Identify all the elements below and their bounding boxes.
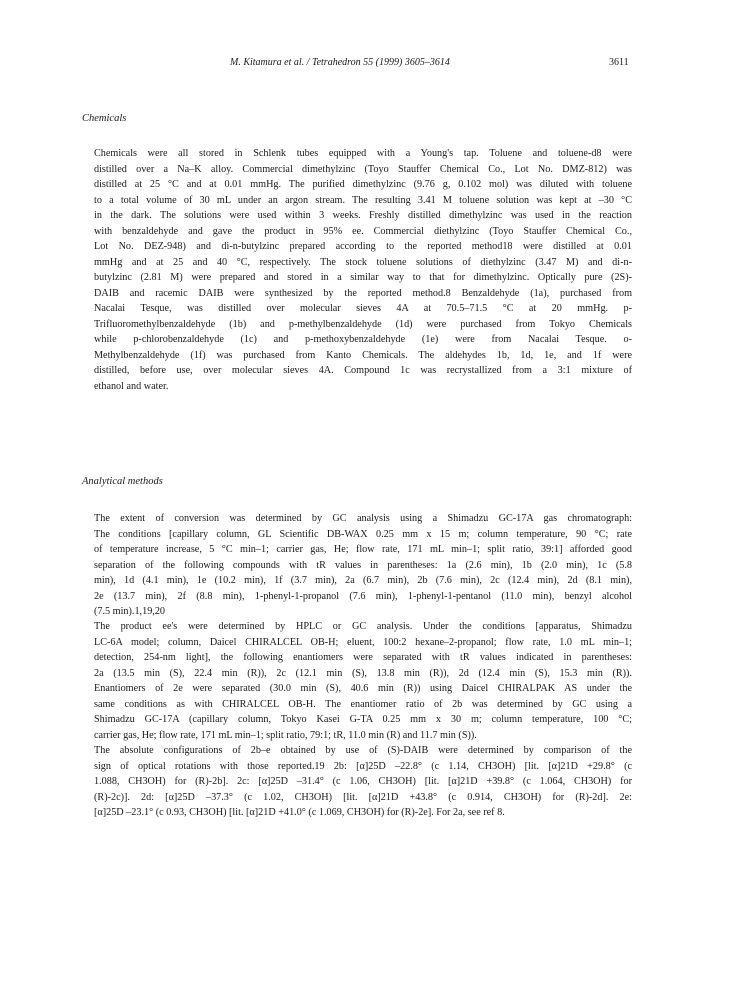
text-line: butylzinc (2.81 M) were prepared and stored in a similar way to that for dimethylzinc. Optically pure (2S)-	[94, 272, 632, 283]
text-line: to a total volume of 30 mL under an argon stream. The resulting 3.41 M toluene solution was kept at –30 °C	[94, 194, 632, 206]
text-line: with benzaldehyde and gave the product in 95% ee. Commercial diethylzinc (Toyo Stauffer Chemical Co.,	[94, 225, 632, 237]
text-line: Chemicals were all stored in Schlenk tubes equipped with a Young's tap. Toluene and toluene-d8 were	[94, 148, 632, 159]
text-line: Shimadzu GC-17A (capillary column, Tokyo Kasei G-TA 0.25 mm x 30 m; column temperature, 100 °C;	[94, 714, 632, 725]
text-line: in the dark. The solutions were used within 3 weeks. Freshly distilled dimethylzinc was used in the reaction	[94, 210, 632, 221]
text-line: The extent of conversion was determined by GC analysis using a Shimadzu GC-17A gas chromatograph:	[94, 513, 632, 524]
paragraph-chemicals	[82, 146, 632, 394]
page-number: 3611	[609, 57, 629, 68]
text-line: of temperature increase, 5 °C min–1; carrier gas, He; flow rate, 171 mL min–1; split ratio, 39:1] afforded good	[94, 544, 632, 555]
text-line: 2e (13.7 min), 2f (8.8 min), 1-phenyl-1-propanol (7.6 min), 1-phenyl-1-pentanol (11.0 min), benzyl alcohol	[94, 590, 632, 602]
text-line: DAIB and racemic DAIB were synthesized by the reported method.8 Benzaldehyde (1a), purchased from	[94, 287, 632, 299]
text-line: distilled at 25 °C and at 0.01 mmHg. The purified dimethylzinc (9.76 g, 0.102 mol) was diluted with toluene	[94, 179, 632, 190]
text-line: while p-chlorobenzaldehyde (1c) and p-methoxybenzaldehyde (1e) were from Nacalai Tesque. o-	[94, 334, 632, 345]
section-heading-analytical-methods: Analytical methods	[82, 476, 163, 487]
text-line: Trifluoromethylbenzaldehyde (1b) and p-methylbenzaldehyde (1d) were purchased from Tokyo Chemicals	[94, 318, 632, 330]
text-line: Methylbenzaldehyde (1f) was purchased from Kanto Chemicals. The aldehydes 1b, 1d, 1e, and 1f were	[94, 349, 632, 361]
text-line: The product ee's were determined by HPLC or GC analysis. Under the conditions [apparatus, Shimadzu	[94, 621, 632, 632]
text-line: (7.5 min).1,19,20	[94, 606, 166, 617]
text-line: min), 1d (4.1 min), 1e (10.2 min), 1f (3.7 min), 2a (6.7 min), 2b (7.6 min), 2c (12.4 min), 2d (8.1 min),	[94, 575, 632, 586]
text-line: detection, 254-nm light], the following enantiomers were separated with tR values indicated in parentheses:	[94, 652, 632, 663]
text-line: 1.088, CH3OH) for (R)-2b]. 2c: [α]25D –31.4° (c 1.06, CH3OH) [lit. [α]21D +39.8° (c 1.064, CH3OH) for	[94, 776, 632, 787]
paragraph-conversion	[82, 511, 632, 620]
text-line: same conditions as with CHIRALCEL OB-H. The enantiomer ratio of 2b was determined by GC using a	[94, 698, 632, 710]
text-line: Nacalai Tesque, was distilled over molecular sieves 4A at 70.5–71.5 °C at 20 mmHg. p-	[94, 303, 632, 314]
text-line: Lot No. DEZ-948) and di-n-butylzinc prepared according to the reported method18 were distilled at 0.01	[94, 241, 632, 252]
text-line: Enantiomers of 2e were separated (30.0 min (S), 40.6 min (R)) using Daicel CHIRALPAK AS under the	[94, 683, 632, 694]
text-line: ethanol and water.	[94, 380, 169, 392]
text-line: sign of optical rotations with those reported.19 2b: [α]25D –22.8° (c 1.14, CH3OH) [lit. [α]21D +29.8° (c	[94, 760, 632, 772]
text-line: (R)-2c)]. 2d: [α]25D –37.3° (c 1.02, CH3OH) [lit. [α]21D +43.8° (c 0.914, CH3OH) for (R)-2d]. 2e:	[94, 791, 632, 803]
text-line: separation of the following compounds with tR values in parentheses: 1a (2.6 min), 1b (2.0 min), 1c (5.8	[94, 559, 632, 571]
text-line: LC-6A model; column, Daicel CHIRALCEL OB-H; eluent, 100:2 hexane–2-propanol; flow rate, 1.0 mL min–1;	[94, 636, 632, 648]
text-line: distilled over a Na–K alloy. Commercial dimethylzinc (Toyo Stauffer Chemical Co., Lot No. DMZ-812) was	[94, 163, 632, 175]
text-line: 2a (13.5 min (S), 22.4 min (R)), 2c (12.1 min (S), 13.8 min (R)), 2d (12.4 min (S), 15.3 min (R)).	[94, 667, 632, 679]
paragraph-enantiomeric-excess	[82, 619, 632, 743]
text-line: distilled, before use, over molecular sieves 4A. Compound 1c was recrystallized from a 3:1 mixture of	[94, 365, 632, 376]
text-line: The absolute configurations of 2b–e obtained by use of (S)-DAIB were determined by comparison of the	[94, 745, 632, 756]
text-line: The conditions [capillary column, GL Scientific DB-WAX 0.25 mm x 15 m; column temperature, 90 °C; rate	[94, 528, 632, 540]
running-head: M. Kitamura et al. / Tetrahedron 55 (1999) 3605–3614	[230, 57, 450, 68]
text-line: mmHg and at 25 and 40 °C, respectively. The stock toluene solutions of diethylzinc (3.47 M) and di-n-	[94, 256, 632, 268]
section-heading-chemicals: Chemicals	[82, 113, 127, 124]
text-line: [α]25D –23.1° (c 0.93, CH3OH) [lit. [α]21D +41.0° (c 1.069, CH3OH) for (R)-2e]. For 2a, see ref 8.	[94, 807, 505, 818]
paragraph-absolute-configuration	[82, 743, 632, 821]
text-line: carrier gas, He; flow rate, 171 mL min–1; split ratio, 79:1; tR, 11.0 min (R) and 11.7 min (S)).	[94, 729, 477, 741]
